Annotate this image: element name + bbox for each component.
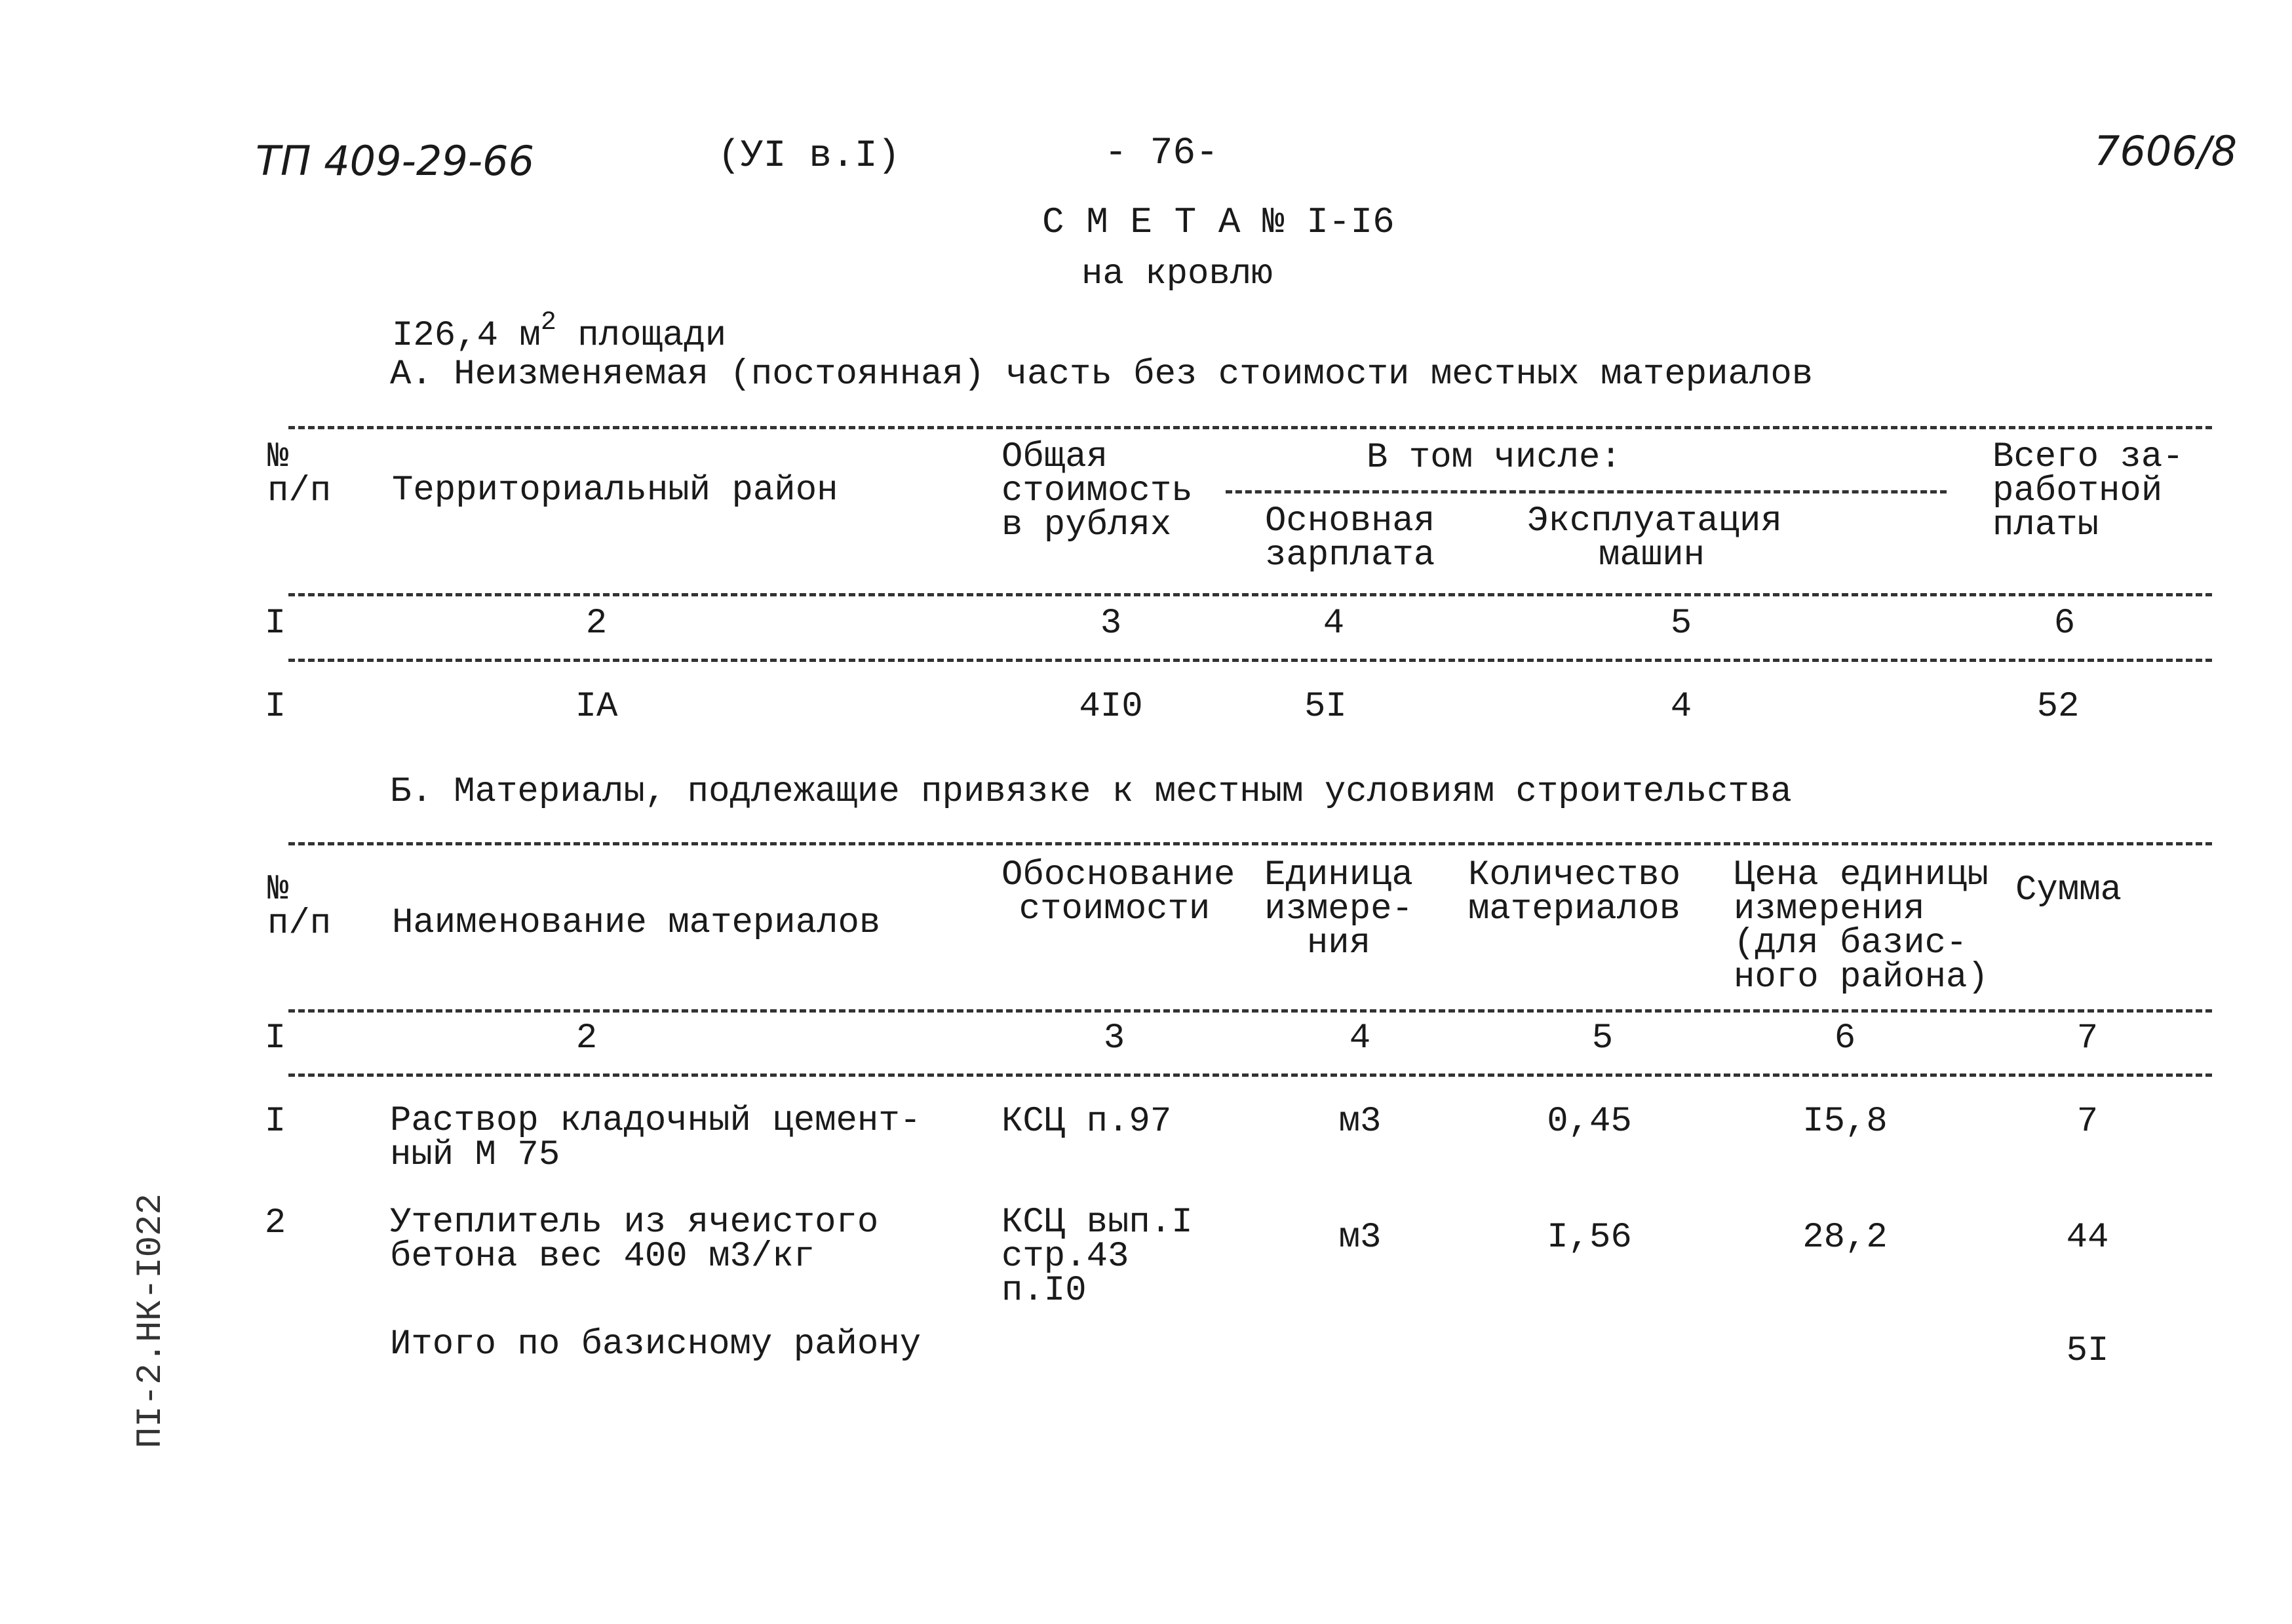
- project-code: ТП 409-29-66: [256, 137, 535, 185]
- table-b-row-2-basis: КСЦ вып.I стр.43 п.I0: [1001, 1203, 1193, 1311]
- area-rest: площади: [556, 316, 727, 356]
- table-b-row-1-num: I: [264, 1102, 286, 1142]
- table-a-header-incl: В том числе:: [1367, 438, 1622, 478]
- table-b-row-1-sum: 7: [2076, 1102, 2099, 1142]
- table-b-row-2-price: 28,2: [1802, 1218, 1888, 1258]
- table-a-header-total-salary: Всего за- работной платы: [1992, 437, 2184, 545]
- table-b-row-2-unit: м3: [1338, 1218, 1382, 1258]
- table-a-header-num: № п/п: [267, 437, 332, 511]
- table-a-header-machines: Эксплуатация машин: [1527, 501, 1782, 575]
- table-b-row-1-name: Раствор кладочный цемент- ный М 75: [390, 1101, 922, 1175]
- table-b-top-rule: [288, 842, 2212, 845]
- table-a-header-total-cost: Общая стоимость в рублях: [1001, 437, 1193, 545]
- table-a-colnum-4: 4: [1323, 604, 1345, 644]
- table-b-row-2-name: Утеплитель из ячеистого бетона вес 400 м3/кг: [390, 1203, 879, 1277]
- page-number: - 76-: [1104, 132, 1219, 175]
- table-a-colnum-rule: [288, 659, 2212, 662]
- archive-number: 7606/8: [2094, 127, 2238, 175]
- table-a-colnum-2: 2: [585, 604, 608, 644]
- table-b-row-1-basis: КСЦ п.97: [1001, 1102, 1172, 1142]
- table-b-header-sum: Сумма: [2015, 870, 2122, 910]
- table-b-colnum-5: 5: [1591, 1018, 1614, 1058]
- table-b-header-basis: Обоснование стоимости: [1001, 855, 1235, 929]
- table-b-row-1-quantity: 0,45: [1547, 1102, 1632, 1142]
- section-a-heading: А. Неизменяемая (постоянная) часть без стоимости местных материалов: [390, 355, 1814, 395]
- table-b-header-rule: [288, 1009, 2212, 1013]
- table-b-row-1-price: I5,8: [1802, 1102, 1888, 1142]
- table-a-row-num: I: [264, 687, 286, 727]
- table-b-colnum-1: I: [264, 1018, 286, 1058]
- volume-label: (УI в.I): [718, 135, 901, 178]
- table-a-header-rule: [288, 593, 2212, 596]
- table-a-sub-rule: [1226, 490, 1947, 493]
- table-a-row-base-salary: 5I: [1304, 687, 1347, 727]
- table-a-header-base-salary: Основная зарплата: [1265, 501, 1435, 575]
- area-value: I26,4 м: [392, 316, 541, 356]
- table-a-row-region: IА: [575, 687, 618, 727]
- table-b-row-2-quantity: I,56: [1547, 1218, 1632, 1258]
- table-b-header-quantity: Количество материалов: [1468, 855, 1681, 929]
- table-b-colnum-4: 4: [1349, 1018, 1371, 1058]
- table-a-top-rule: [288, 426, 2212, 429]
- table-b-colnum-rule: [288, 1073, 2212, 1077]
- table-a-row-total-salary: 52: [2036, 687, 2080, 727]
- table-b-header-price: Цена единицы измерения (для базис- ного района): [1734, 855, 1989, 997]
- table-a-colnum-1: I: [264, 604, 286, 644]
- estimate-title: С М Е Т А № I-I6: [1042, 201, 1395, 243]
- section-b-heading: Б. Материалы, подлежащие привязке к местным условиям строительства: [390, 772, 1792, 812]
- table-a-header-region: Территориальный район: [392, 471, 838, 511]
- table-b-colnum-3: 3: [1103, 1018, 1125, 1058]
- area-line: [392, 305, 726, 354]
- table-a-row-machines: 4: [1670, 687, 1692, 727]
- area-exponent: 2: [540, 308, 556, 338]
- table-b-total-value: 5I: [2066, 1331, 2109, 1371]
- margin-code: ПI-2.НК-I022: [131, 1193, 171, 1448]
- table-b-total-label: Итого по базисному району: [390, 1324, 922, 1364]
- table-b-row-2-num: 2: [264, 1203, 286, 1243]
- estimate-subtitle: на кровлю: [1081, 254, 1273, 294]
- table-a-row-total-cost: 4I0: [1079, 687, 1143, 727]
- table-b-colnum-7: 7: [2076, 1018, 2099, 1058]
- table-b-row-2-sum: 44: [2066, 1218, 2109, 1258]
- table-b-header-unit: Единица измере- ния: [1264, 855, 1413, 963]
- table-b-row-1-unit: м3: [1338, 1102, 1382, 1142]
- table-a-colnum-3: 3: [1100, 604, 1122, 644]
- table-b-header-num: № п/п: [267, 870, 332, 944]
- table-b-colnum-2: 2: [575, 1018, 598, 1058]
- table-a-colnum-6: 6: [2053, 604, 2076, 644]
- table-a-colnum-5: 5: [1670, 604, 1692, 644]
- table-b-header-name: Наименование материалов: [392, 903, 881, 943]
- table-b-colnum-6: 6: [1834, 1018, 1856, 1058]
